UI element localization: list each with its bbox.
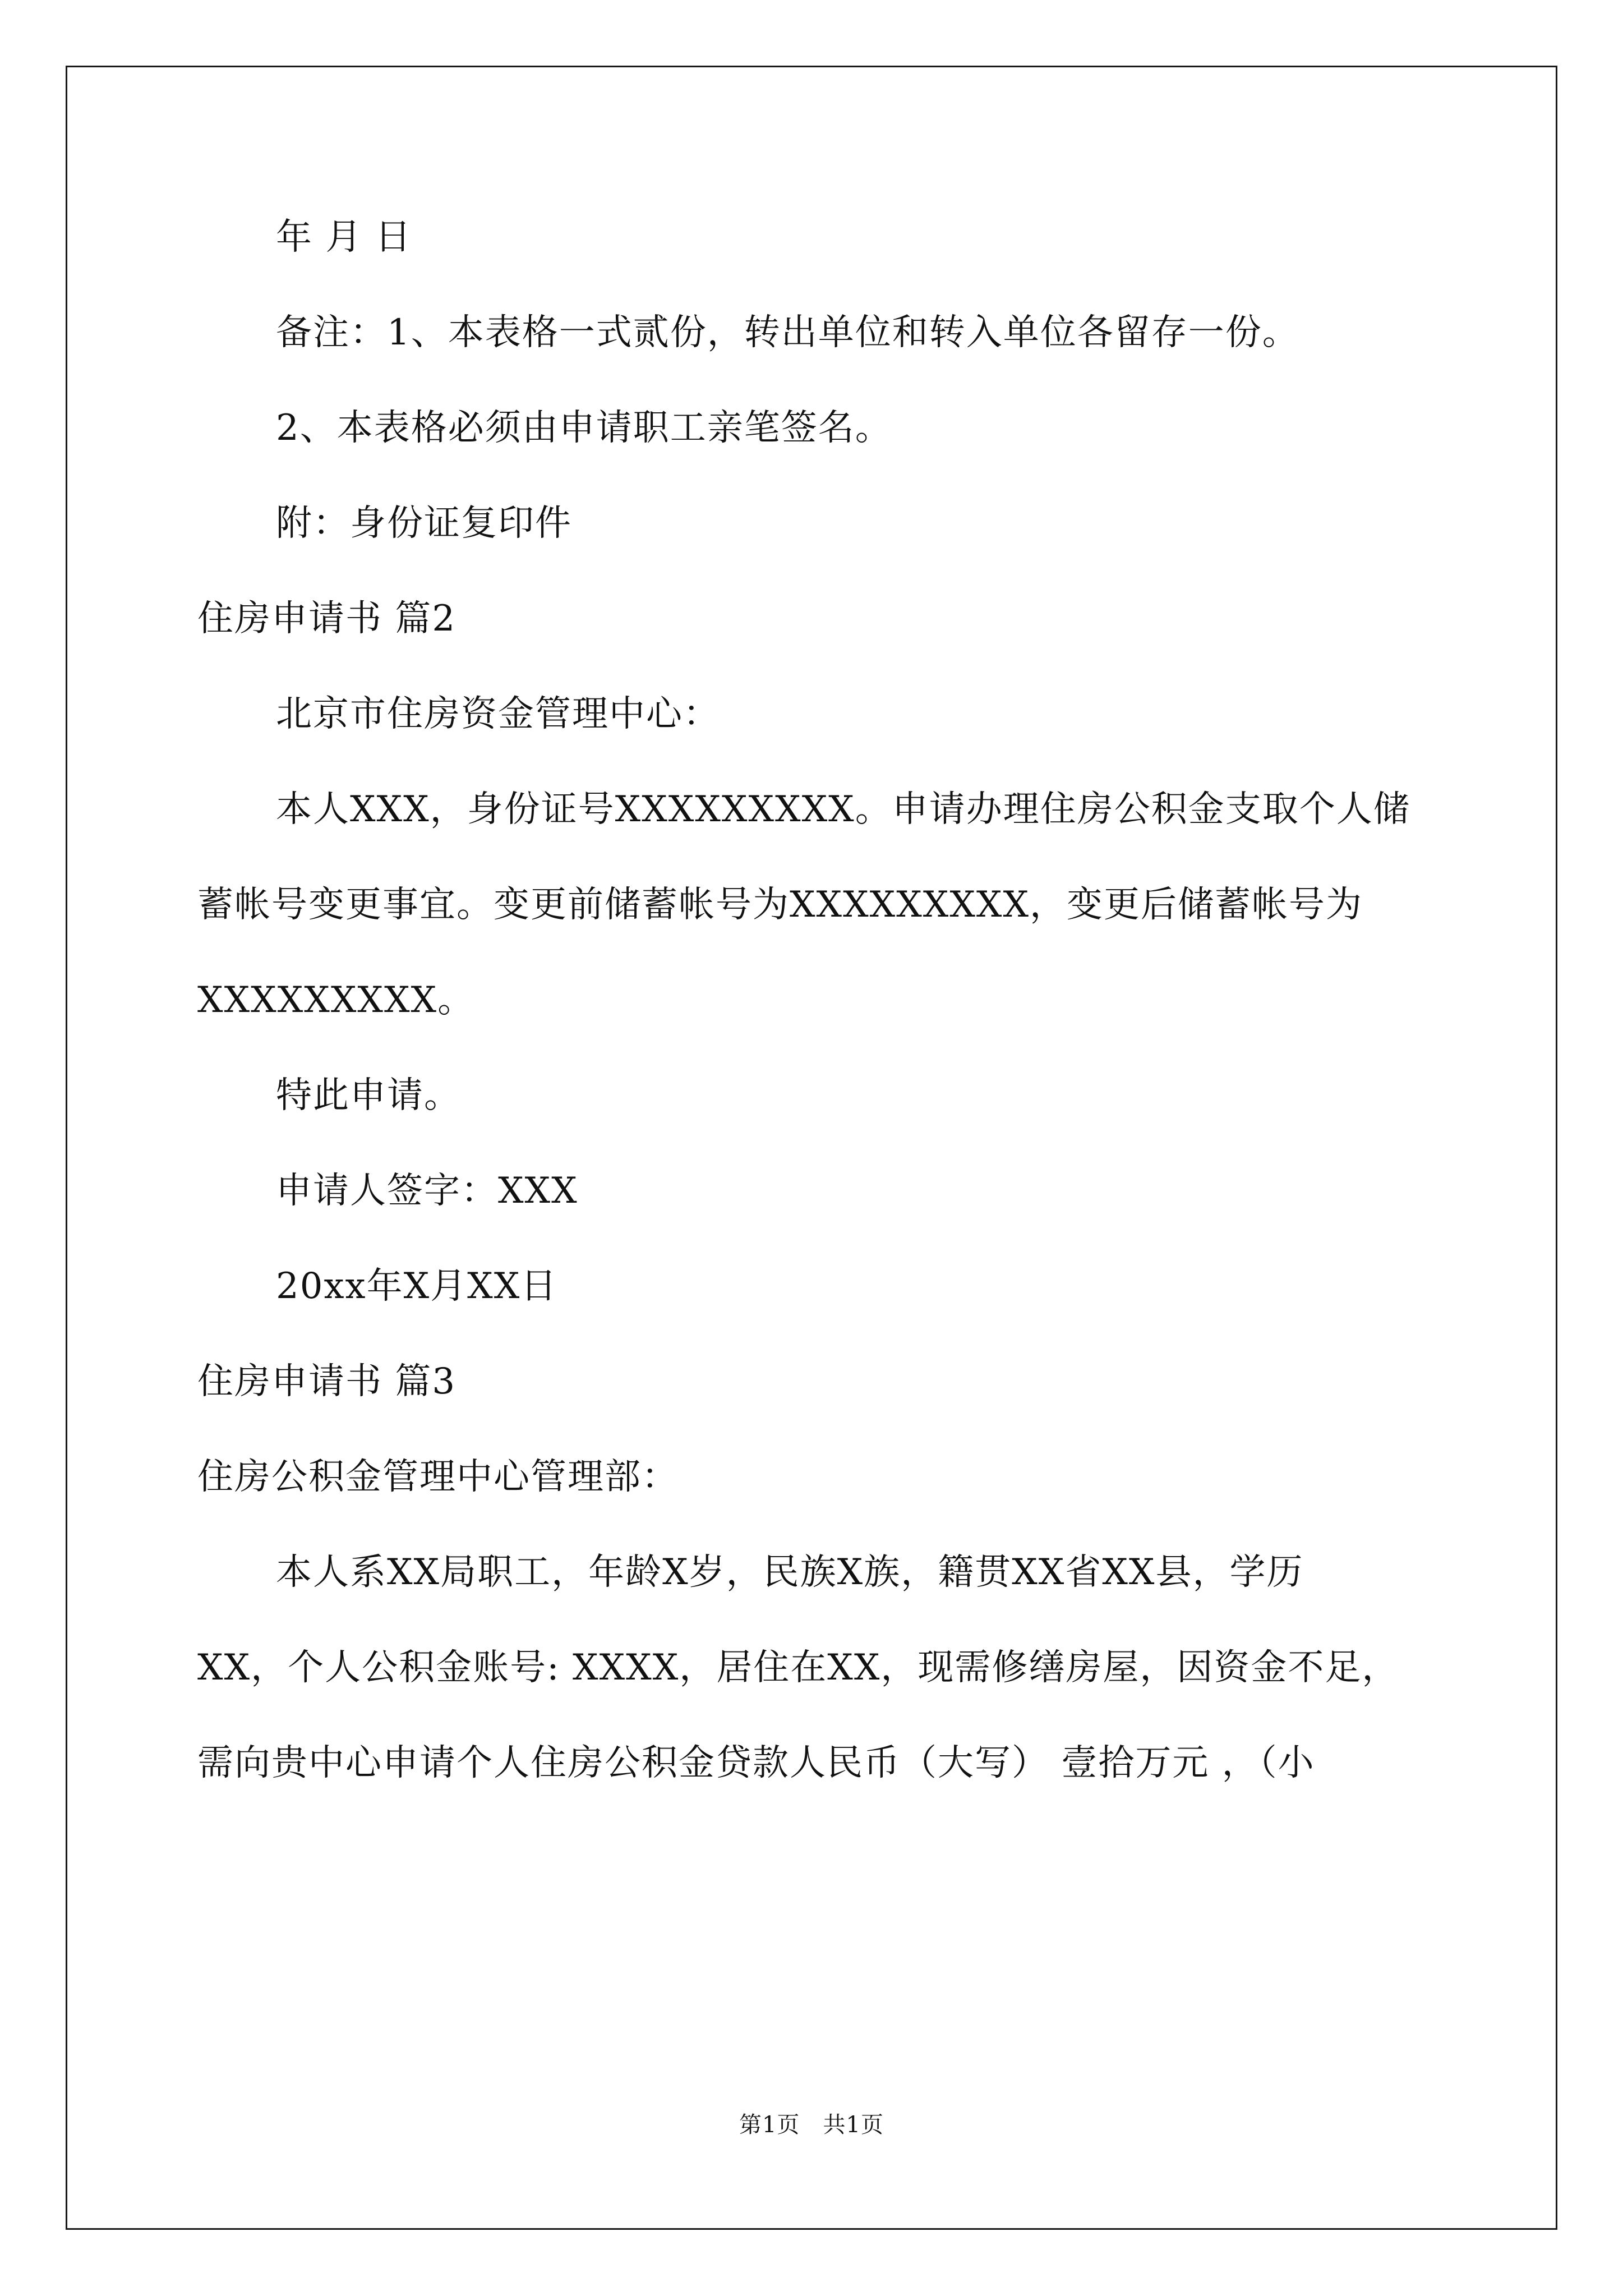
closing-line: 特此申请。 — [276, 1075, 461, 1116]
page-footer: 第1页 共1页 — [739, 2112, 884, 2138]
section-heading-3: 住房申请书 篇3 — [197, 1361, 457, 1402]
body-paragraph-line: 需向贵中心申请个人住房公积金贷款人民币（大写） 壹拾万元 ，（小 — [197, 1742, 1315, 1784]
body-paragraph-line: 本人XXX，身份证号XXXXXXXXX。申请办理住房公积金支取个人储 — [276, 789, 1410, 830]
attachment-line: 附：身份证复印件 — [276, 503, 572, 544]
addressee-line: 北京市住房资金管理中心： — [276, 693, 720, 735]
date-line: 20xx年X月XX日 — [276, 1266, 558, 1307]
body-paragraph-line: 蓄帐号变更事宜。变更前储蓄帐号为XXXXXXXXX，变更后储蓄帐号为 — [197, 884, 1363, 926]
date-placeholder-line: 年 月 日 — [276, 217, 412, 258]
signature-line: 申请人签字：XXX — [276, 1170, 578, 1212]
note-line-2: 2、本表格必须由申请职工亲笔签名。 — [276, 407, 892, 449]
body-paragraph-line: 本人系XX局职工，年龄X岁，民族X族，籍贯XX省XX县，学历 — [276, 1552, 1304, 1593]
note-line-1: 备注：1、本表格一式贰份，转出单位和转入单位各留存一份。 — [276, 312, 1299, 353]
body-paragraph-line: XXXXXXXXX。 — [197, 979, 475, 1021]
section-heading-2: 住房申请书 篇2 — [197, 598, 457, 639]
body-paragraph-line: XX，个人公积金账号: XXXX，居住在XX，现需修缮房屋，因资金不足， — [197, 1647, 1399, 1688]
addressee-line: 住房公积金管理中心管理部： — [197, 1456, 679, 1498]
page-border — [66, 66, 1557, 2230]
